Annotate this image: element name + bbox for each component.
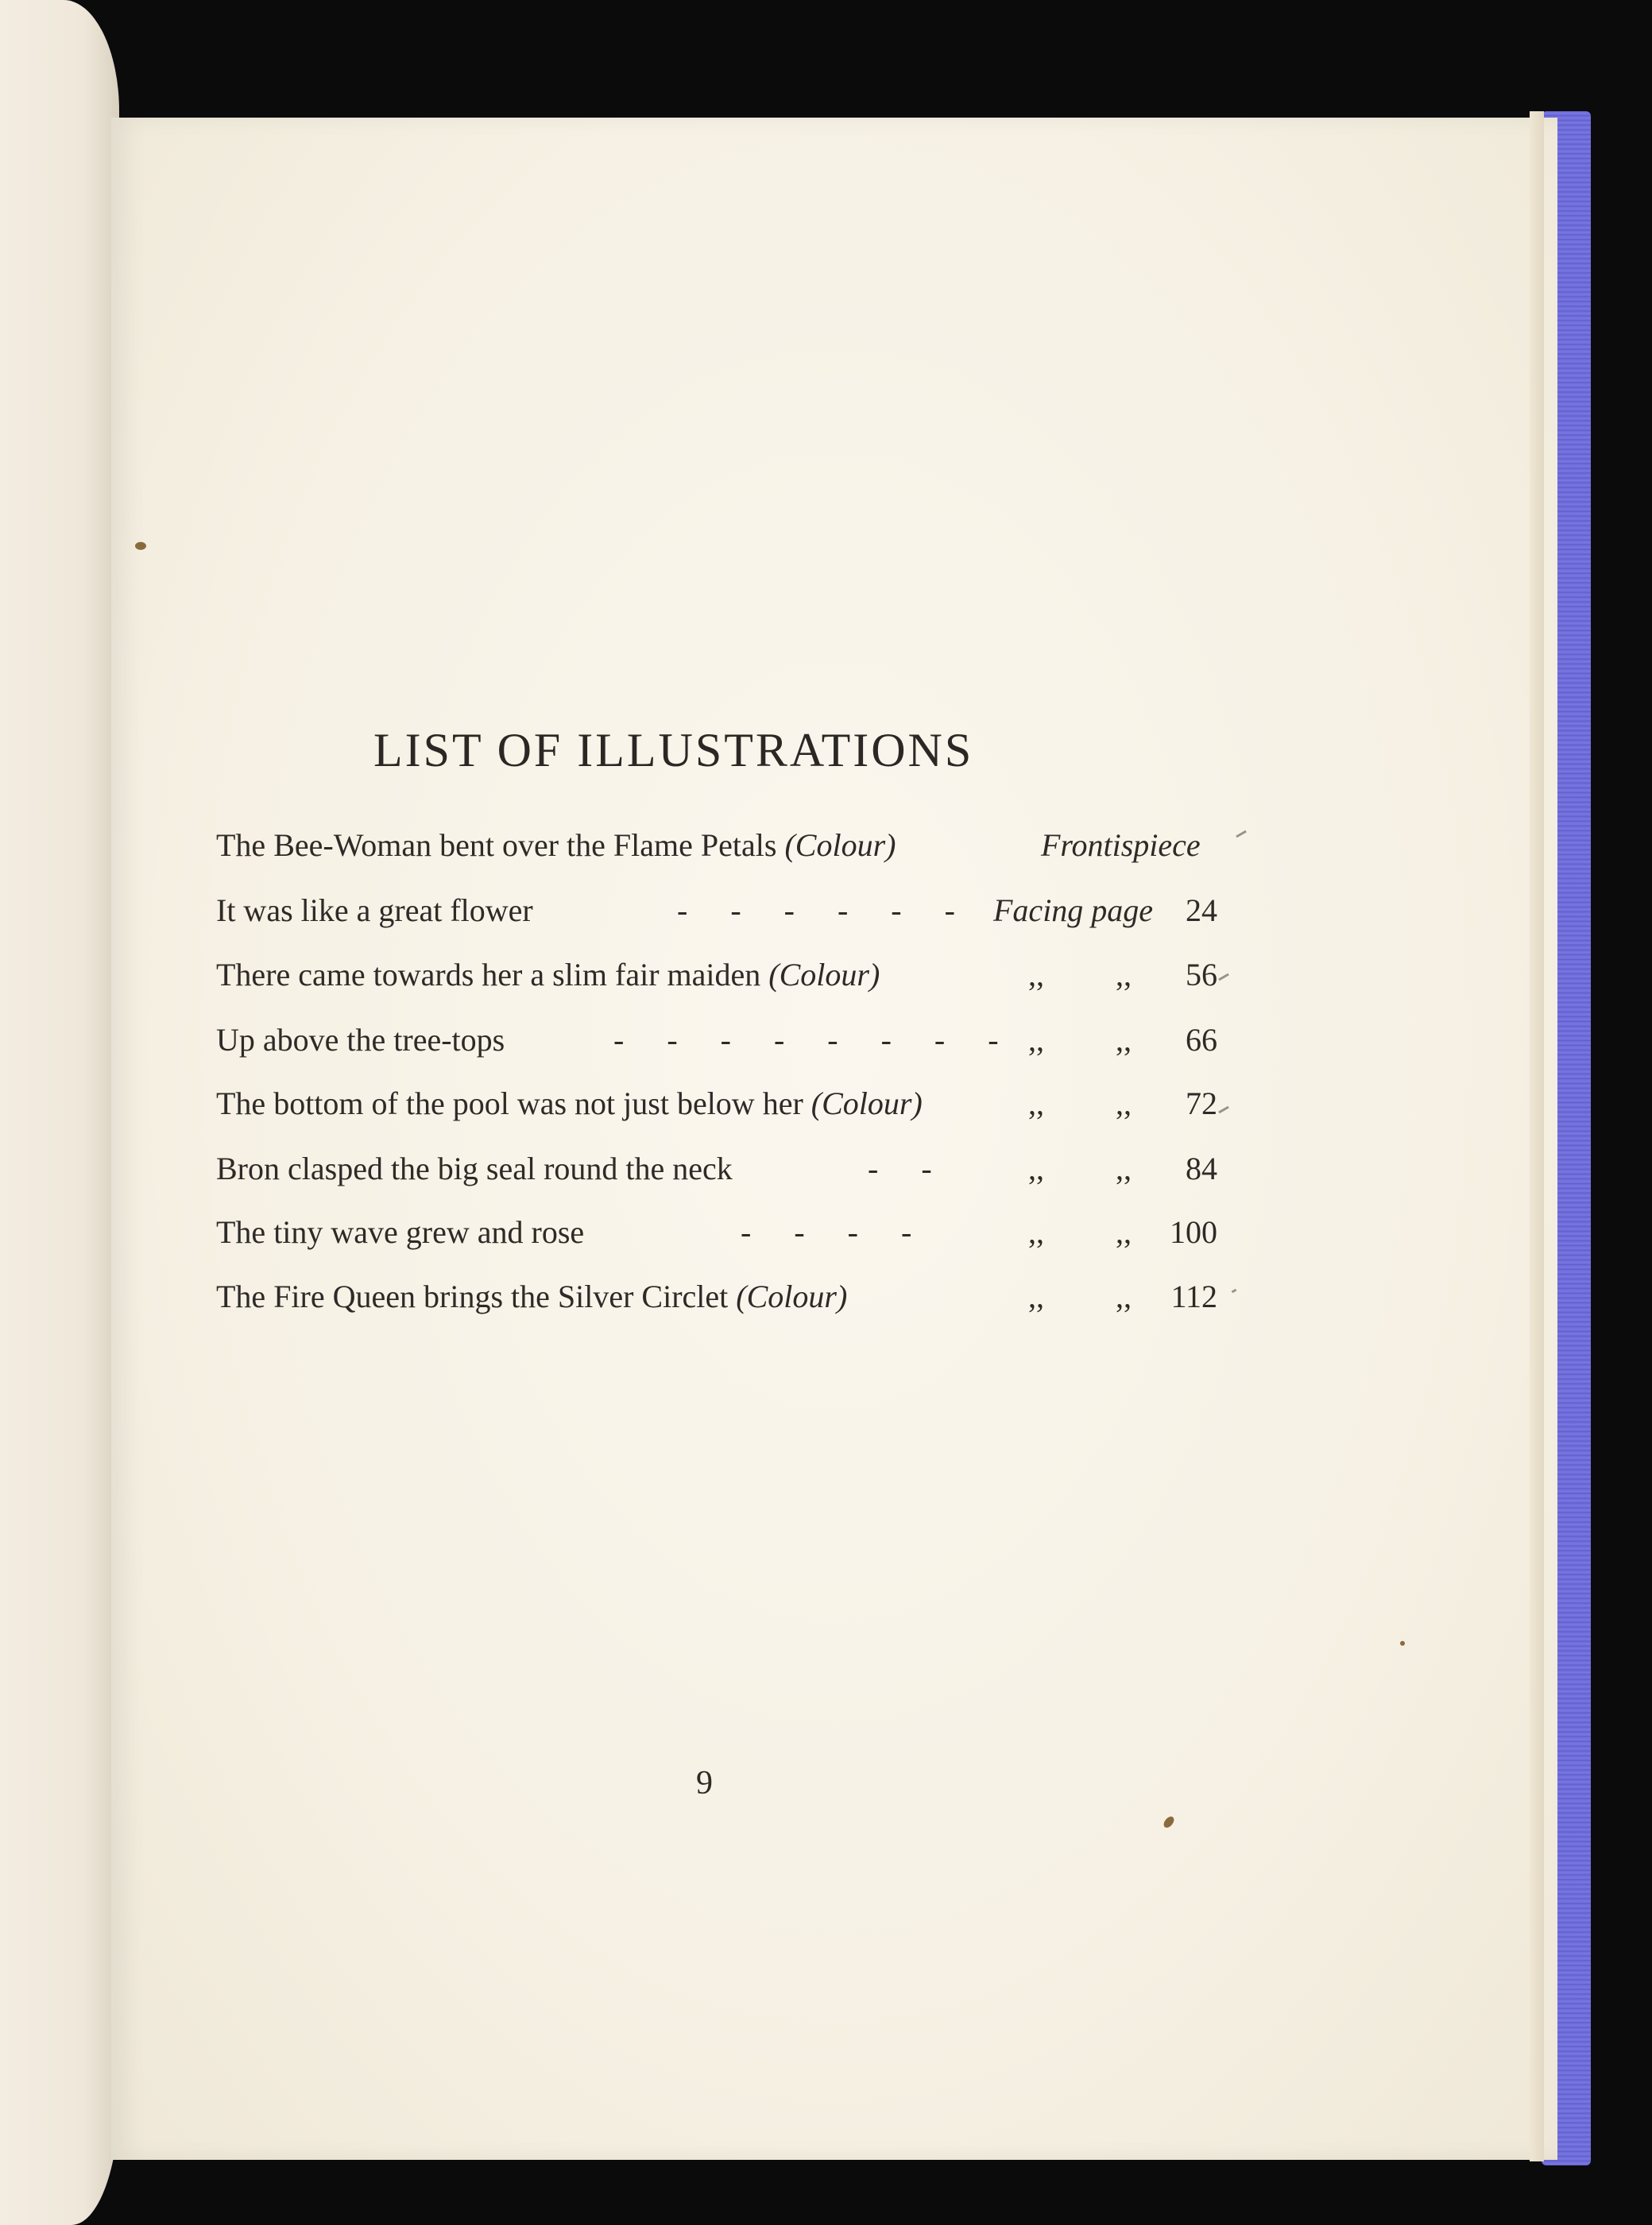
ditto-mark: ,, [1116,1214,1132,1250]
entry-page-number: 84 [1186,1151,1217,1186]
ditto-mark: ,, [1116,1022,1132,1058]
entry-reference: Frontispiece [1041,827,1201,863]
list-item [216,892,1217,939]
ditto-mark: ,, [1028,957,1044,993]
entry-page-number: 24 [1186,892,1217,928]
list-item [216,1278,1217,1325]
leader-dashes: - - - - [741,1214,930,1250]
entry-caption: Bron clasped the big seal round the neck [216,1151,733,1186]
leader-dashes: - - - - - - - - [613,1022,1016,1058]
entry-caption: The bottom of the pool was not just below her (Colour) [216,1085,923,1121]
entry-page-number: 72 [1186,1085,1217,1121]
page-number: 9 [696,1765,713,1801]
entry-caption: The tiny wave grew and rose [216,1214,585,1250]
foxing-spot [135,542,146,550]
entry-caption: Up above the tree-tops [216,1022,505,1058]
entry-page-number: 56 [1186,957,1217,993]
entry-caption: The Fire Queen brings the Silver Circlet (Colour) [216,1279,848,1314]
ditto-mark: ,, [1028,1279,1044,1314]
entry-caption: The Bee-Woman bent over the Flame Petals (Colour) [216,827,896,863]
list-item [216,1085,1217,1132]
list-item [216,826,1217,874]
list-item [216,1150,1217,1198]
ditto-mark: ,, [1116,957,1132,993]
list-item [216,1021,1217,1069]
book-page [111,118,1557,2160]
ditto-mark: ,, [1116,1279,1132,1314]
ditto-mark: ,, [1116,1151,1132,1186]
entry-caption: It was like a great flower [216,892,533,928]
page-fore-edge [1530,111,1544,2161]
entry-reference: Facing page [993,892,1154,928]
entry-page-number: 100 [1170,1214,1217,1250]
ditto-mark: ,, [1116,1085,1132,1121]
ditto-mark: ,, [1028,1214,1044,1250]
ditto-mark: ,, [1028,1085,1044,1121]
entry-caption: There came towards her a slim fair maiden (Colour) [216,957,880,993]
foxing-spot [1400,1641,1405,1646]
list-item [216,956,1217,1004]
ditto-mark: ,, [1028,1022,1044,1058]
leader-dashes: - - - - - - [677,892,973,928]
ditto-mark: ,, [1028,1151,1044,1186]
entry-page-number: 112 [1170,1279,1217,1314]
entry-page-number: 66 [1186,1022,1217,1058]
page-title: LIST OF ILLUSTRATIONS [373,724,974,776]
leader-dashes: - - [868,1151,950,1186]
left-page [0,0,119,2225]
list-item [216,1213,1217,1261]
